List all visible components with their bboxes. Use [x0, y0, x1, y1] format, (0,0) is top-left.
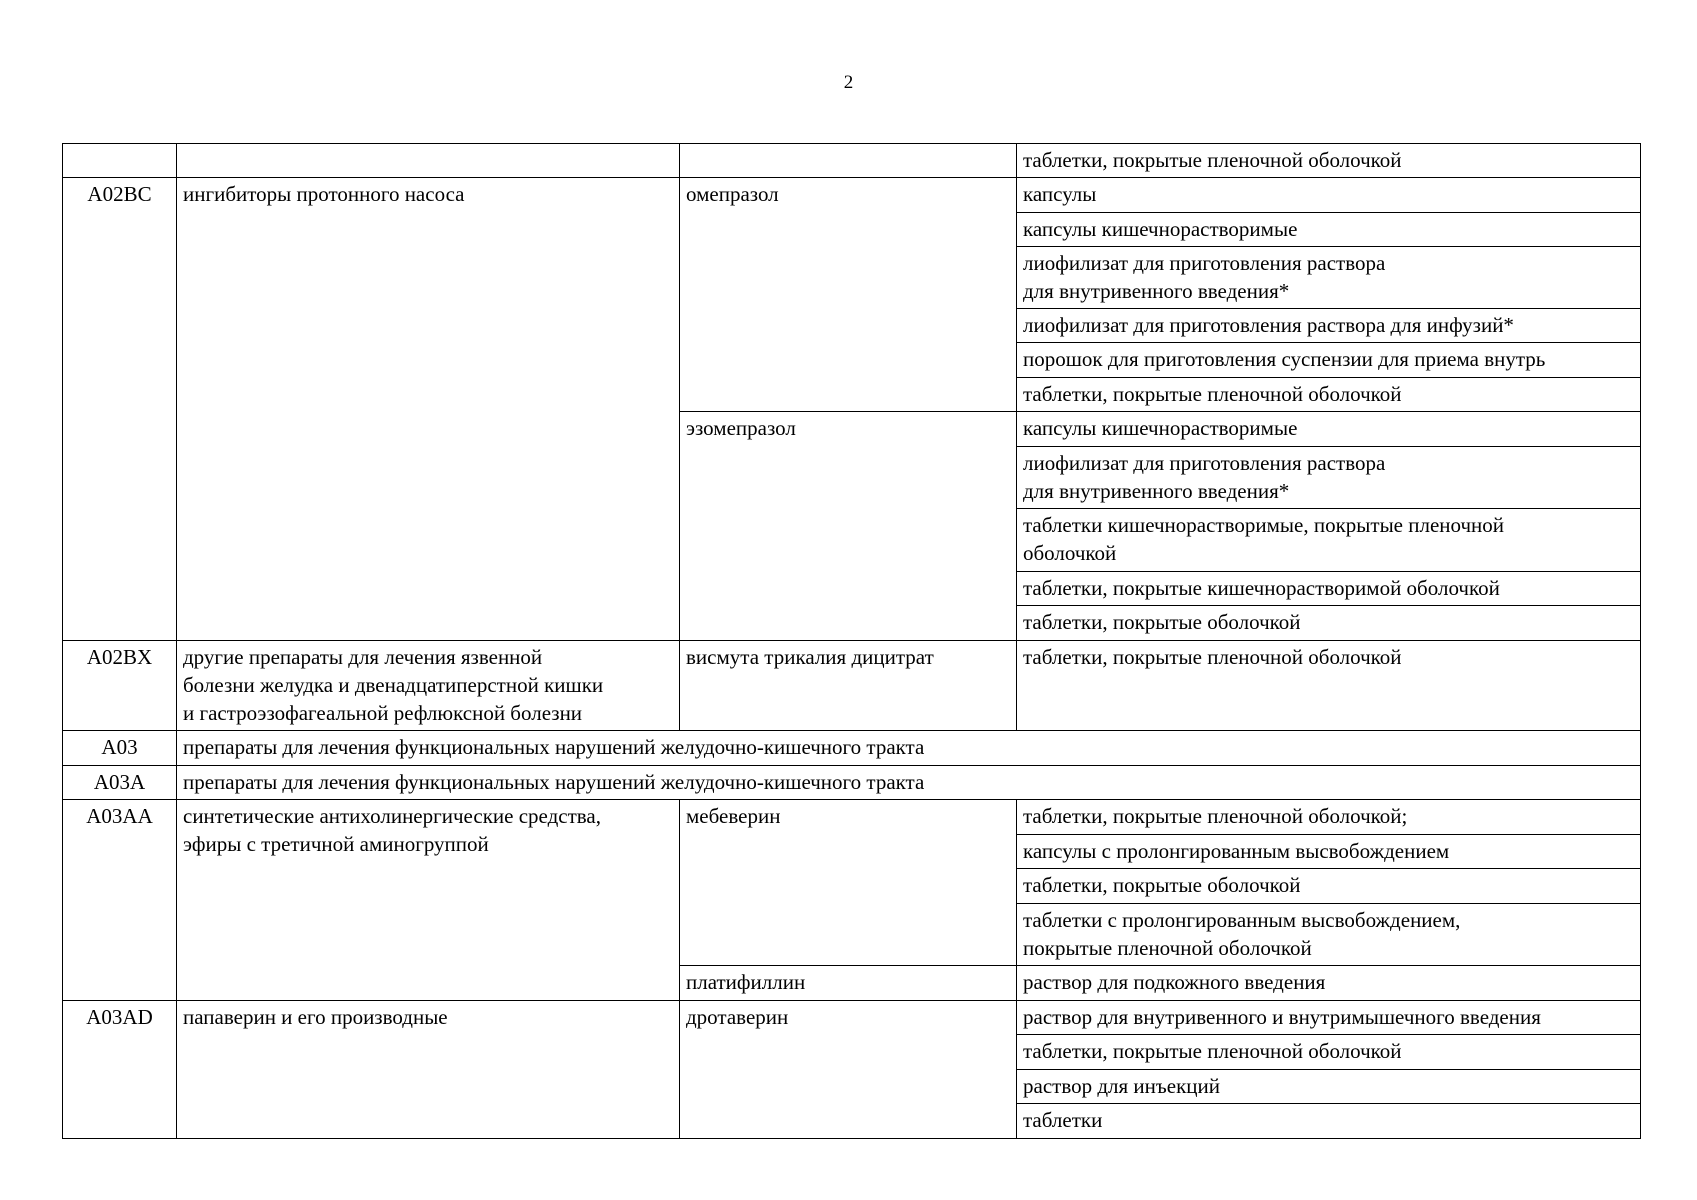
dosage-form-cell: таблетки, покрытые оболочкой: [1017, 606, 1641, 641]
dosage-form-cell: раствор для инъекций: [1017, 1070, 1641, 1104]
table-row: [63, 641, 1641, 731]
dosage-form-cell: таблетки, покрытые пленочной оболочкой: [1017, 378, 1641, 412]
table-row: [63, 766, 1641, 800]
page-number: 2: [843, 72, 854, 93]
dosage-form-cell: лиофилизат для приготовления раствора для внутривенного введения*: [1017, 247, 1641, 309]
dosage-form-cell: капсулы: [1017, 178, 1641, 213]
dosage-form-cell: таблетки, покрытые оболочкой: [1017, 869, 1641, 904]
dosage-form-cell: таблетки, покрытые пленочной оболочкой;: [1017, 800, 1641, 835]
table-row: [63, 1001, 1641, 1035]
dosage-form-cell: раствор для подкожного введения: [1017, 966, 1641, 1001]
atc-code-cell: A03AD: [63, 1001, 177, 1139]
dosage-form-cell: капсулы с пролонгированным высвобождением: [1017, 835, 1641, 869]
atc-code-cell: A03A: [63, 766, 177, 800]
drug-cell: [680, 144, 1017, 178]
atc-code-cell: A02BX: [63, 641, 177, 731]
dosage-form-cell: таблетки, покрытые пленочной оболочкой: [1017, 641, 1641, 731]
drug-cell: платифиллин: [680, 966, 1017, 1001]
table-row: [63, 178, 1641, 213]
table-row: [63, 731, 1641, 766]
atc-code-cell: A03: [63, 731, 177, 766]
group-cell: синтетические антихолинергические средства, эфиры с третичной аминогруппой: [177, 800, 680, 1001]
group-cell: препараты для лечения функциональных нарушений желудочно-кишечного тракта: [177, 731, 1641, 766]
dosage-form-cell: капсулы кишечнорастворимые: [1017, 412, 1641, 447]
dosage-form-cell: таблетки, покрытые кишечнорастворимой оболочкой: [1017, 572, 1641, 606]
dosage-form-cell: порошок для приготовления суспензии для приема внутрь: [1017, 343, 1641, 378]
dosage-form-cell: таблетки, покрытые пленочной оболочкой: [1017, 1035, 1641, 1070]
atc-code-cell: A02BC: [63, 178, 177, 641]
group-cell: папаверин и его производные: [177, 1001, 680, 1139]
drug-cell: мебеверин: [680, 800, 1017, 966]
dosage-form-cell: таблетки, покрытые пленочной оболочкой: [1017, 144, 1641, 178]
drug-cell: эзомепразол: [680, 412, 1017, 641]
dosage-form-cell: таблетки: [1017, 1104, 1641, 1139]
dosage-form-cell: лиофилизат для приготовления раствора для инфузий*: [1017, 309, 1641, 343]
group-cell: препараты для лечения функциональных нарушений желудочно-кишечного тракта: [177, 766, 1641, 800]
group-cell: другие препараты для лечения язвенной болезни желудка и двенадцатиперстной кишки и гастроэзофагеальной рефлюксной болезни: [177, 641, 680, 731]
table-row: [63, 800, 1641, 835]
dosage-form-cell: капсулы кишечнорастворимые: [1017, 213, 1641, 247]
dosage-form-cell: лиофилизат для приготовления раствора для внутривенного введения*: [1017, 447, 1641, 509]
group-cell: ингибиторы протонного насоса: [177, 178, 680, 641]
drug-cell: висмута трикалия дицитрат: [680, 641, 1017, 731]
drug-cell: дротаверин: [680, 1001, 1017, 1139]
group-cell: [177, 144, 680, 178]
dosage-form-cell: таблетки кишечнорастворимые, покрытые пленочной оболочкой: [1017, 509, 1641, 572]
drug-cell: омепразол: [680, 178, 1017, 412]
atc-code-cell: A03AA: [63, 800, 177, 1001]
drug-table: [62, 143, 1641, 1139]
atc-code-cell: [63, 144, 177, 178]
dosage-form-cell: раствор для внутривенного и внутримышечного введения: [1017, 1001, 1641, 1035]
dosage-form-cell: таблетки с пролонгированным высвобождением, покрытые пленочной оболочкой: [1017, 904, 1641, 966]
table-row: [63, 144, 1641, 178]
